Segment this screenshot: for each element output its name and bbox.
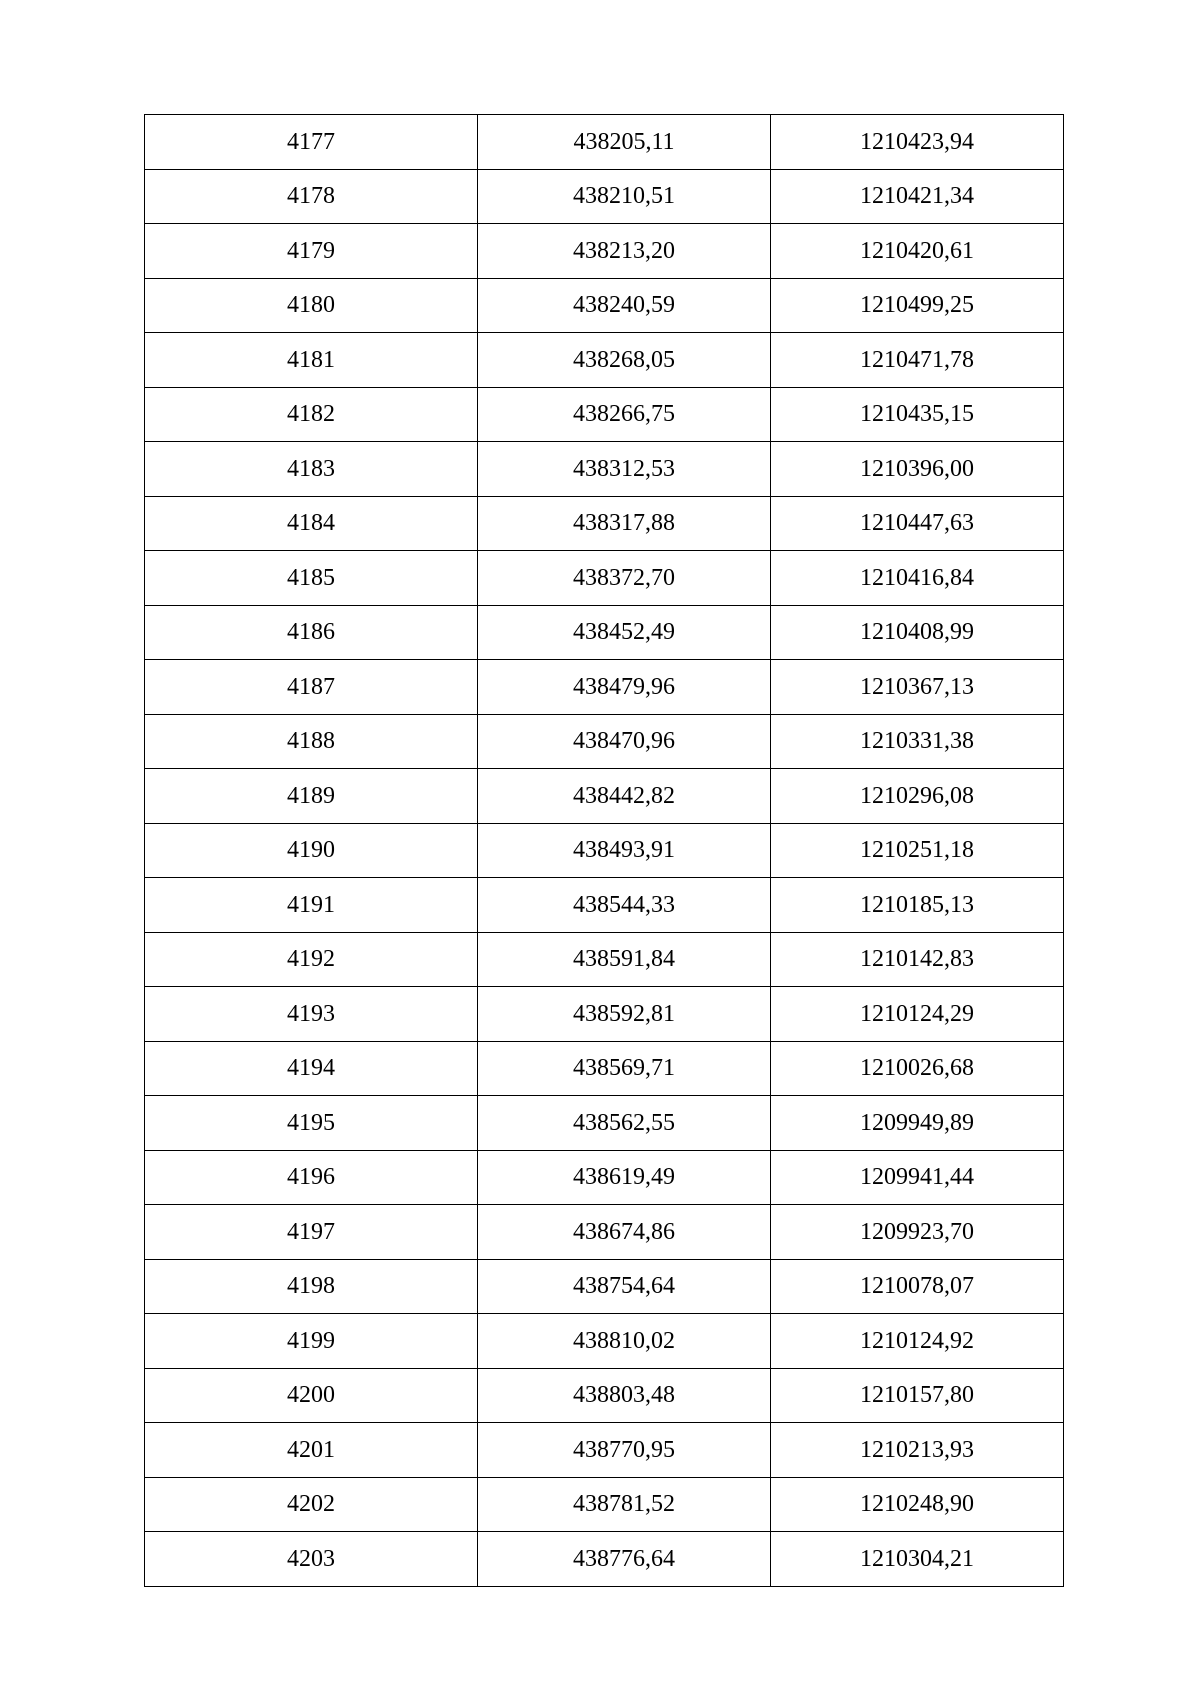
y-coordinate-cell: 1210248,90	[771, 1477, 1064, 1532]
table-row	[145, 932, 1064, 987]
point-number-cell: 4185	[145, 551, 478, 606]
x-coordinate-cell: 438312,53	[478, 442, 771, 497]
point-number-cell: 4182	[145, 387, 478, 442]
x-coordinate-cell: 438240,59	[478, 278, 771, 333]
x-coordinate-cell: 438776,64	[478, 1532, 771, 1587]
point-number-cell: 4180	[145, 278, 478, 333]
y-coordinate-cell: 1210331,38	[771, 714, 1064, 769]
x-coordinate-cell: 438591,84	[478, 932, 771, 987]
y-coordinate-cell: 1210416,84	[771, 551, 1064, 606]
table-row	[145, 605, 1064, 660]
point-number-cell: 4195	[145, 1096, 478, 1151]
point-number-cell: 4200	[145, 1368, 478, 1423]
x-coordinate-cell: 438562,55	[478, 1096, 771, 1151]
point-number-cell: 4187	[145, 660, 478, 715]
table-row	[145, 714, 1064, 769]
point-number-cell: 4191	[145, 878, 478, 933]
table-row	[145, 769, 1064, 824]
point-number-cell: 4194	[145, 1041, 478, 1096]
table-row	[145, 333, 1064, 388]
table-row	[145, 224, 1064, 279]
table-row	[145, 1205, 1064, 1260]
table-row	[145, 387, 1064, 442]
x-coordinate-cell: 438619,49	[478, 1150, 771, 1205]
point-number-cell: 4196	[145, 1150, 478, 1205]
x-coordinate-cell: 438372,70	[478, 551, 771, 606]
x-coordinate-cell: 438317,88	[478, 496, 771, 551]
y-coordinate-cell: 1210396,00	[771, 442, 1064, 497]
y-coordinate-cell: 1210296,08	[771, 769, 1064, 824]
point-number-cell: 4181	[145, 333, 478, 388]
coordinates-table	[144, 114, 1064, 1587]
y-coordinate-cell: 1210471,78	[771, 333, 1064, 388]
table-row	[145, 1423, 1064, 1478]
point-number-cell: 4177	[145, 115, 478, 170]
x-coordinate-cell: 438470,96	[478, 714, 771, 769]
point-number-cell: 4201	[145, 1423, 478, 1478]
x-coordinate-cell: 438544,33	[478, 878, 771, 933]
x-coordinate-cell: 438266,75	[478, 387, 771, 442]
table-row	[145, 1096, 1064, 1151]
point-number-cell: 4190	[145, 823, 478, 878]
point-number-cell: 4178	[145, 169, 478, 224]
x-coordinate-cell: 438770,95	[478, 1423, 771, 1478]
point-number-cell: 4202	[145, 1477, 478, 1532]
y-coordinate-cell: 1209949,89	[771, 1096, 1064, 1151]
y-coordinate-cell: 1210408,99	[771, 605, 1064, 660]
point-number-cell: 4188	[145, 714, 478, 769]
y-coordinate-cell: 1210157,80	[771, 1368, 1064, 1423]
x-coordinate-cell: 438479,96	[478, 660, 771, 715]
point-number-cell: 4193	[145, 987, 478, 1042]
table-row	[145, 878, 1064, 933]
x-coordinate-cell: 438781,52	[478, 1477, 771, 1532]
y-coordinate-cell: 1210420,61	[771, 224, 1064, 279]
table-row	[145, 1259, 1064, 1314]
y-coordinate-cell: 1210142,83	[771, 932, 1064, 987]
x-coordinate-cell: 438674,86	[478, 1205, 771, 1260]
table-row	[145, 1150, 1064, 1205]
table-row	[145, 823, 1064, 878]
y-coordinate-cell: 1210499,25	[771, 278, 1064, 333]
y-coordinate-cell: 1210421,34	[771, 169, 1064, 224]
point-number-cell: 4198	[145, 1259, 478, 1314]
x-coordinate-cell: 438205,11	[478, 115, 771, 170]
x-coordinate-cell: 438592,81	[478, 987, 771, 1042]
y-coordinate-cell: 1210213,93	[771, 1423, 1064, 1478]
table-body	[145, 115, 1064, 1587]
point-number-cell: 4199	[145, 1314, 478, 1369]
y-coordinate-cell: 1209941,44	[771, 1150, 1064, 1205]
y-coordinate-cell: 1210435,15	[771, 387, 1064, 442]
table-row	[145, 1314, 1064, 1369]
x-coordinate-cell: 438210,51	[478, 169, 771, 224]
y-coordinate-cell: 1210251,18	[771, 823, 1064, 878]
x-coordinate-cell: 438442,82	[478, 769, 771, 824]
y-coordinate-cell: 1210078,07	[771, 1259, 1064, 1314]
point-number-cell: 4197	[145, 1205, 478, 1260]
y-coordinate-cell: 1210185,13	[771, 878, 1064, 933]
table-row	[145, 1477, 1064, 1532]
x-coordinate-cell: 438213,20	[478, 224, 771, 279]
point-number-cell: 4186	[145, 605, 478, 660]
table-row	[145, 660, 1064, 715]
y-coordinate-cell: 1210423,94	[771, 115, 1064, 170]
y-coordinate-cell: 1210026,68	[771, 1041, 1064, 1096]
table-row	[145, 169, 1064, 224]
table-row	[145, 1532, 1064, 1587]
table-row	[145, 496, 1064, 551]
x-coordinate-cell: 438810,02	[478, 1314, 771, 1369]
table-row	[145, 1368, 1064, 1423]
y-coordinate-cell: 1210304,21	[771, 1532, 1064, 1587]
table-row	[145, 115, 1064, 170]
y-coordinate-cell: 1209923,70	[771, 1205, 1064, 1260]
point-number-cell: 4184	[145, 496, 478, 551]
table-row	[145, 278, 1064, 333]
table-row	[145, 551, 1064, 606]
x-coordinate-cell: 438452,49	[478, 605, 771, 660]
point-number-cell: 4189	[145, 769, 478, 824]
y-coordinate-cell: 1210447,63	[771, 496, 1064, 551]
point-number-cell: 4183	[145, 442, 478, 497]
table-row	[145, 1041, 1064, 1096]
y-coordinate-cell: 1210367,13	[771, 660, 1064, 715]
table-row	[145, 442, 1064, 497]
y-coordinate-cell: 1210124,29	[771, 987, 1064, 1042]
table-row	[145, 987, 1064, 1042]
point-number-cell: 4203	[145, 1532, 478, 1587]
x-coordinate-cell: 438268,05	[478, 333, 771, 388]
point-number-cell: 4192	[145, 932, 478, 987]
x-coordinate-cell: 438803,48	[478, 1368, 771, 1423]
x-coordinate-cell: 438493,91	[478, 823, 771, 878]
x-coordinate-cell: 438754,64	[478, 1259, 771, 1314]
x-coordinate-cell: 438569,71	[478, 1041, 771, 1096]
y-coordinate-cell: 1210124,92	[771, 1314, 1064, 1369]
point-number-cell: 4179	[145, 224, 478, 279]
